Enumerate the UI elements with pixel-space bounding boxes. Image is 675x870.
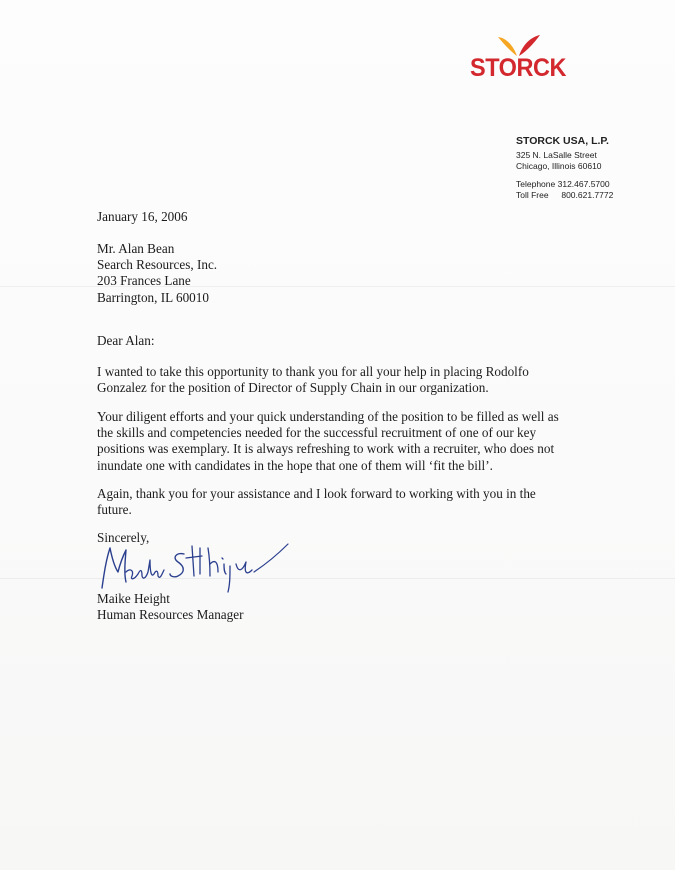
tollfree-label: Toll Free [516, 190, 549, 200]
paragraph-line: Gonzalez for the position of Director of Supply Chain in our organization. [97, 380, 489, 396]
recipient-line: Search Resources, Inc. [97, 257, 218, 273]
signature-stroke [126, 560, 164, 579]
signature-stroke [170, 554, 184, 577]
paragraph-line: the skills and competencies needed for the successful recruitment of one of our key [97, 425, 537, 441]
signature-stroke [208, 548, 252, 592]
letter-date: January 16, 2006 [97, 209, 188, 224]
recipient-line: Barrington, IL 60010 [97, 289, 209, 305]
company-street: 325 N. LaSalle Street [516, 150, 597, 160]
company-address-block [516, 134, 613, 201]
paragraph-line: Again, thank you for your assistance and I look forward to working with you in the [97, 486, 536, 501]
paragraph-line: future. [97, 502, 132, 518]
paragraph-line: inundate one with candidates in the hope that one of them will ‘fit the bill’. [97, 457, 493, 473]
company-city: Chicago, Illinois 60610 [516, 161, 602, 171]
telephone-label: Telephone [516, 179, 556, 189]
paragraph-line: positions was exemplary. It is always refreshing to work with a recruiter, who does not [97, 441, 555, 457]
signer-title: Human Resources Manager [97, 607, 244, 622]
signer-name: Maike Height [97, 591, 170, 606]
paragraph-line: Your diligent efforts and your quick understanding of the position to be filled as well as [97, 409, 559, 424]
closing: Sincerely, [97, 530, 150, 545]
body-paragraph-1 [97, 364, 577, 396]
tollfree-number: 800.621.7772 [561, 190, 614, 200]
company-tollfree-row [516, 190, 613, 201]
signature-stroke [254, 544, 288, 572]
recipient-line: 203 Frances Lane [97, 273, 191, 289]
handwritten-signature [96, 542, 296, 594]
recipient-address [97, 241, 577, 306]
paragraph-line: I wanted to take this opportunity to thank you for all your help in placing Rodolfo [97, 364, 529, 379]
company-telephone-row [516, 179, 613, 190]
salutation: Dear Alan: [97, 333, 155, 348]
signature-stroke [186, 546, 202, 576]
telephone-number: 312.467.5700 [557, 179, 610, 189]
storck-logo [470, 34, 566, 84]
body-paragraph-3 [97, 486, 577, 518]
recipient-line: Mr. Alan Bean [97, 241, 175, 256]
body-paragraph-2 [97, 409, 577, 474]
company-name: STORCK USA, L.P. [516, 135, 609, 147]
signature-stroke [102, 548, 126, 588]
logo-wordmark: STORCK [470, 54, 566, 82]
